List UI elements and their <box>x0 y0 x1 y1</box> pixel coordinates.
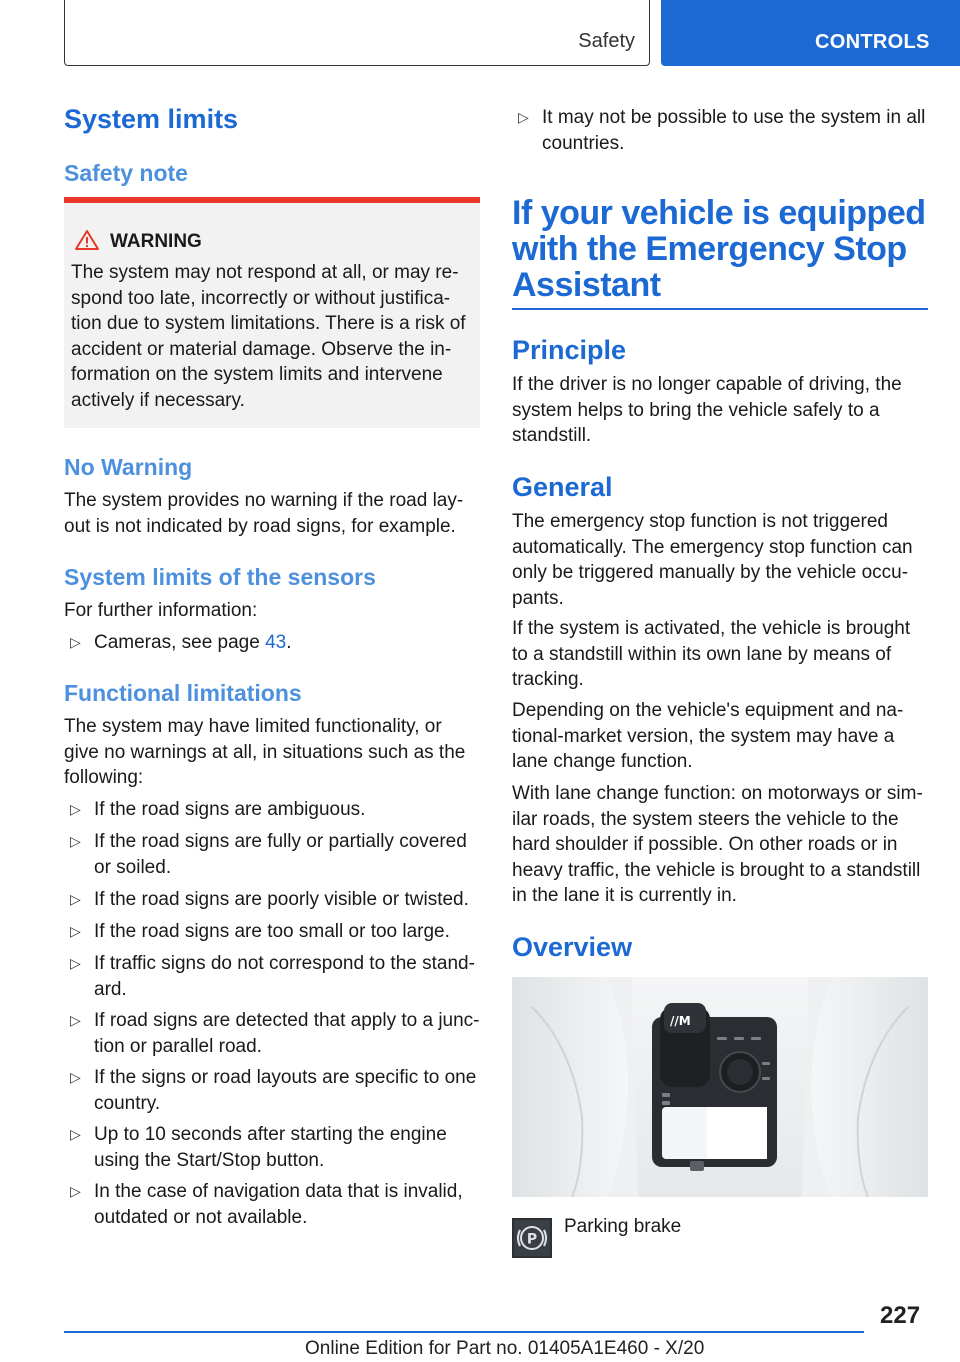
principle-heading: Principle <box>512 335 627 365</box>
parking-brake-icon <box>512 1218 552 1258</box>
no-warning-heading: No Warning <box>64 454 193 480</box>
bullet-triangle-icon: ▷ <box>70 1069 81 1085</box>
footer-rule <box>64 1331 864 1333</box>
general-paragraph: With lane change function: on motorways or sim-ilar roads, the system steers the vehicle to the hard shoulder if possible. On other roads or in heavy traffic, the vehicle is brought to a standstill in the lane it is currently in. <box>512 783 923 906</box>
list-item <box>64 1179 480 1230</box>
general-heading: General <box>512 472 613 502</box>
bullet-triangle-icon: ▷ <box>70 891 81 907</box>
page-number: 227 <box>880 1302 921 1329</box>
bullet-triangle-icon: ▷ <box>70 923 81 939</box>
bullet-triangle-icon: ▷ <box>70 1126 81 1142</box>
overview-heading: Overview <box>512 932 633 962</box>
svg-text://M: //M <box>670 1014 691 1028</box>
safety-note-heading: Safety note <box>64 160 188 186</box>
center-console-illustration <box>512 977 928 1197</box>
sensors-heading: System limits of the sensors <box>64 564 376 590</box>
bullet-triangle-icon: ▷ <box>70 955 81 971</box>
list-item <box>64 919 480 945</box>
general-paragraph: The emergency stop function is not triggered automatically. The emergency stop function can only be triggered manually by the vehicle occu-pants. <box>512 511 913 609</box>
footer-edition: Online Edition for Part no. 01405A1E460 - X/20 <box>305 1338 705 1359</box>
bullet-triangle-icon: ▷ <box>518 109 529 125</box>
list-item <box>64 1065 480 1116</box>
list-item-text: If traffic signs do not correspond to the stand-ard. <box>94 953 475 1000</box>
bullet-triangle-icon: ▷ <box>70 1012 81 1028</box>
principle-text: If the driver is no longer capable of driving, the system helps to bring the vehicle safely to a standstill. <box>512 374 902 446</box>
header-chapter-tab[interactable] <box>661 0 960 66</box>
list-item <box>64 797 480 823</box>
general-paragraph: Depending on the vehicle's equipment and na-tional-market version, the system may have a lane change function. <box>512 700 904 772</box>
emergency-stop-title: If your vehicle is equipped with the Emergency Stop Assistant <box>512 194 926 304</box>
list-item <box>512 105 928 156</box>
no-warning-text: The system provides no warning if the road lay-out is not indicated by road signs, for example. <box>64 490 464 537</box>
list-item-text: If the road signs are too small or too large. <box>94 921 450 942</box>
sensors-item-end: . <box>286 632 292 653</box>
sensors-item-text: Cameras, see page <box>94 632 266 653</box>
bullet-triangle-icon: ▷ <box>70 1183 81 1199</box>
list-item-text: If the road signs are ambiguous. <box>94 799 366 820</box>
center-console-image <box>512 977 928 1197</box>
title-rule <box>512 308 928 310</box>
general-paragraph: If the system is activated, the vehicle is brought to a standstill within its own lane by means of tracking. <box>512 618 911 690</box>
list-item <box>64 951 480 1002</box>
warning-triangle-icon <box>74 229 100 251</box>
bullet-triangle-icon: ▷ <box>70 801 81 817</box>
bullet-triangle-icon: ▷ <box>70 833 81 849</box>
warning-title: WARNING <box>110 231 202 252</box>
list-item-text: If the road signs are fully or partially covered or soiled. <box>94 831 467 878</box>
system-limits-title: System limits <box>64 104 239 134</box>
functional-intro: The system may have limited functionality, or give no warnings at all, in situations such as the following: <box>64 716 466 788</box>
header-section-label: Safety <box>578 30 635 52</box>
page-link[interactable]: 43 <box>265 632 287 653</box>
list-item <box>64 829 480 880</box>
list-item-text: If the signs or road layouts are specific to one country. <box>94 1067 477 1114</box>
warning-box <box>64 197 480 428</box>
list-item <box>64 1122 480 1173</box>
sensors-intro: For further information: <box>64 600 258 621</box>
header-chapter-label: CONTROLS <box>815 31 930 53</box>
list-item-text: If road signs are detected that apply to a junc-tion or parallel road. <box>94 1010 480 1057</box>
list-item <box>64 630 480 656</box>
list-item-text: It may not be possible to use the system in all countries. <box>542 107 926 154</box>
bullet-triangle-icon: ▷ <box>70 634 81 650</box>
list-item-text: In the case of navigation data that is invalid, outdated or not available. <box>94 1181 463 1228</box>
functional-heading: Functional limitations <box>64 680 302 706</box>
list-item <box>64 887 480 913</box>
list-item-text: If the road signs are poorly visible or twisted. <box>94 889 469 910</box>
parking-brake-label: Parking brake <box>564 1216 682 1237</box>
list-item-text: Up to 10 seconds after starting the engine using the Start/Stop button. <box>94 1124 447 1171</box>
warning-text: The system may not respond at all, or may re-spond too late, incorrectly or without justifica-tion due to system limitations. There is a risk of accident or material damage. Observe the in-formation on the system limits and intervene actively if necessary. <box>71 262 466 411</box>
header-section-box <box>64 0 650 66</box>
svg-text:P: P <box>526 1231 538 1248</box>
list-item <box>64 1008 480 1059</box>
